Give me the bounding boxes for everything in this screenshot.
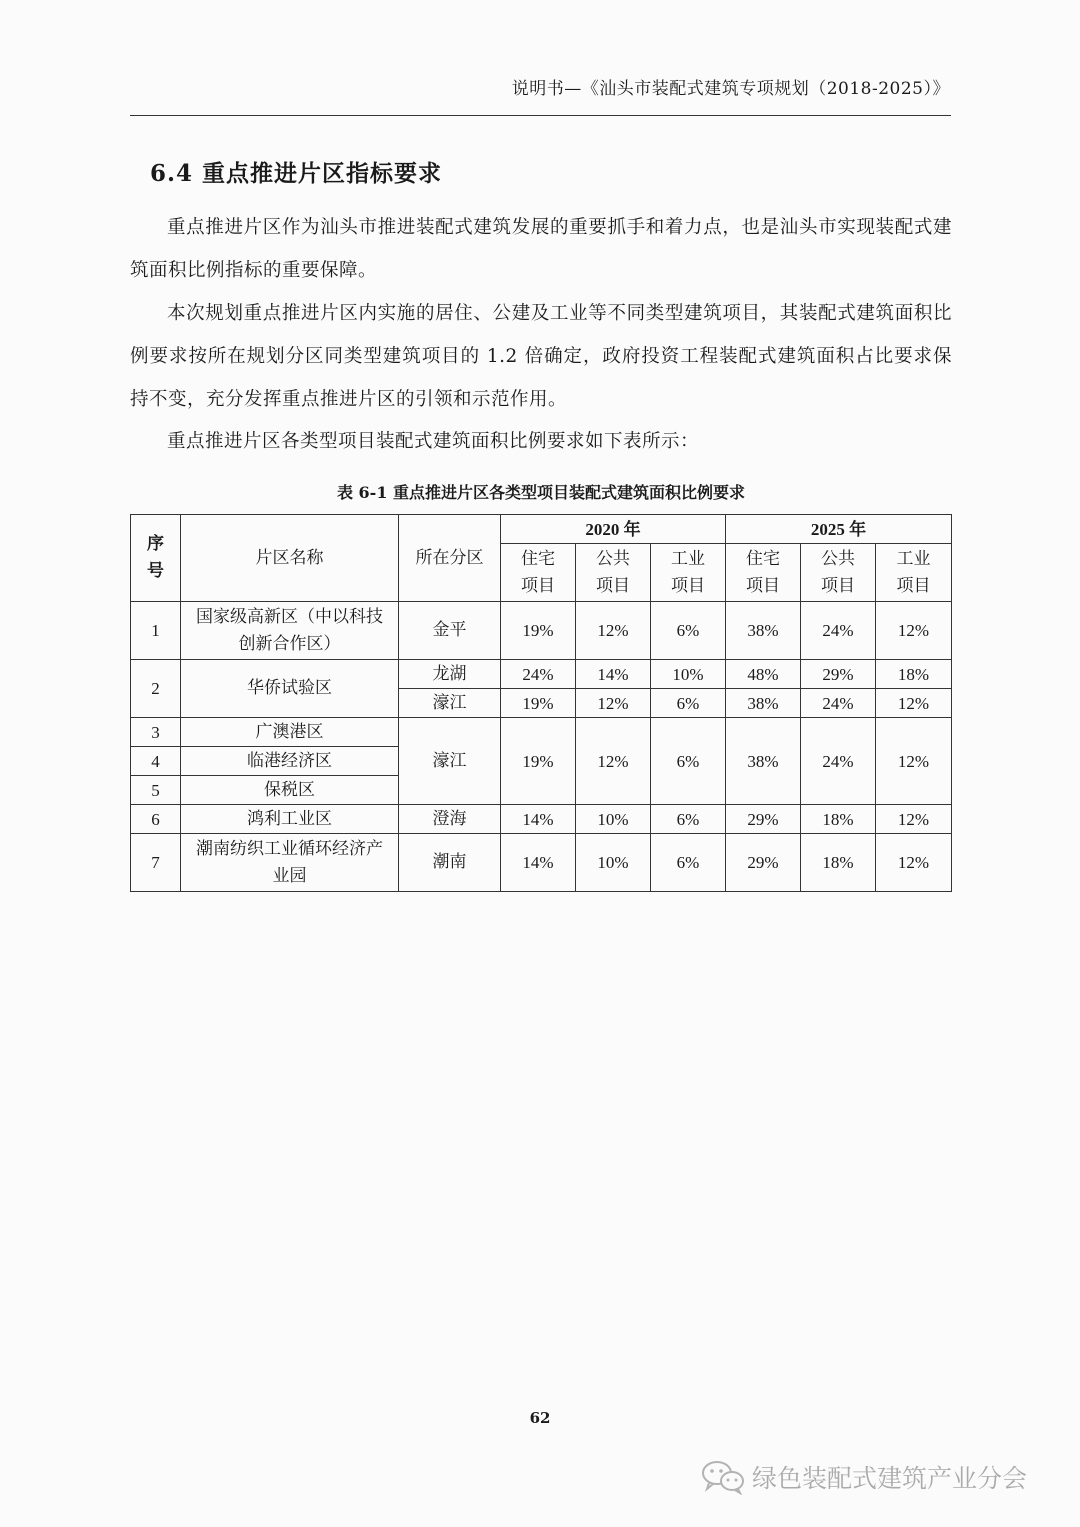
ratio-table	[130, 514, 952, 892]
header-industrial-2025: 工业项目	[876, 544, 952, 602]
cell-value: 14%	[576, 660, 651, 689]
cell-value: 12%	[876, 805, 952, 834]
cell-name: 潮南纺织工业循环经济产业园	[181, 834, 399, 892]
cell-value: 24%	[801, 718, 876, 805]
cell-seq: 6	[131, 805, 181, 834]
cell-seq: 3	[131, 718, 181, 747]
cell-seq: 4	[131, 747, 181, 776]
cell-value: 24%	[801, 602, 876, 660]
cell-value: 38%	[726, 689, 801, 718]
paragraph-3: 重点推进片区各类型项目装配式建筑面积比例要求如下表所示：	[167, 431, 700, 452]
cell-district: 金平	[399, 602, 501, 660]
cell-name: 鸿利工业区	[181, 805, 399, 834]
cell-district: 龙湖	[399, 660, 501, 689]
header-public-2020: 公共项目	[576, 544, 651, 602]
table-row	[131, 805, 952, 834]
table-row	[131, 834, 952, 892]
cell-name: 保税区	[181, 776, 399, 805]
cell-value: 19%	[501, 718, 576, 805]
cell-value: 6%	[651, 834, 726, 892]
page-number: 62	[529, 1409, 551, 1427]
header-name: 片区名称	[181, 515, 399, 602]
cell-value: 18%	[801, 805, 876, 834]
cell-value: 14%	[501, 834, 576, 892]
section-title: 6.4 重点推进片区指标要求	[150, 160, 443, 187]
header-residential-2020: 住宅项目	[501, 544, 576, 602]
header-seq: 序号	[131, 515, 181, 602]
cell-name: 临港经济区	[181, 747, 399, 776]
table-row	[131, 718, 952, 747]
cell-value: 24%	[801, 689, 876, 718]
cell-value: 6%	[651, 602, 726, 660]
header-district: 所在分区	[399, 515, 501, 602]
cell-name: 广澳港区	[181, 718, 399, 747]
paragraph-1: 重点推进片区作为汕头市推进装配式建筑发展的重要抓手和着力点，也是汕头市实现装配式建筑面积比例指标的重要保障。	[130, 217, 952, 281]
cell-district: 潮南	[399, 834, 501, 892]
header-year-2025: 2025 年	[726, 515, 952, 544]
cell-district: 澄海	[399, 805, 501, 834]
cell-seq: 2	[131, 660, 181, 718]
cell-value: 48%	[726, 660, 801, 689]
header-industrial-2020: 工业项目	[651, 544, 726, 602]
cell-value: 10%	[576, 834, 651, 892]
cell-value: 6%	[651, 805, 726, 834]
header-public-2025: 公共项目	[801, 544, 876, 602]
cell-seq: 1	[131, 602, 181, 660]
cell-value: 38%	[726, 718, 801, 805]
table-row	[131, 660, 952, 689]
cell-value: 29%	[801, 660, 876, 689]
table-row	[131, 602, 952, 660]
cell-value: 6%	[651, 689, 726, 718]
cell-value: 29%	[726, 834, 801, 892]
header-rule	[130, 115, 951, 116]
cell-value: 6%	[651, 718, 726, 805]
cell-value: 12%	[576, 718, 651, 805]
table-caption: 表 6-1 重点推进片区各类型项目装配式建筑面积比例要求	[336, 483, 746, 502]
cell-name: 华侨试验区	[181, 660, 399, 718]
watermark-text: 绿色装配式建筑产业分会	[752, 1464, 1028, 1493]
cell-value: 38%	[726, 602, 801, 660]
cell-value: 19%	[501, 602, 576, 660]
cell-seq: 7	[131, 834, 181, 892]
cell-value: 18%	[876, 660, 952, 689]
watermark	[700, 1455, 1060, 1499]
running-header: 说明书—《汕头市装配式建筑专项规划（2018-2025）》	[511, 79, 950, 99]
cell-value: 12%	[576, 602, 651, 660]
wechat-icon	[700, 1459, 746, 1495]
header-residential-2025: 住宅项目	[726, 544, 801, 602]
cell-value: 19%	[501, 689, 576, 718]
cell-value: 12%	[876, 718, 952, 805]
cell-district: 濠江	[399, 689, 501, 718]
cell-value: 12%	[876, 834, 952, 892]
cell-value: 12%	[876, 689, 952, 718]
cell-value: 12%	[576, 689, 651, 718]
cell-value: 14%	[501, 805, 576, 834]
cell-value: 29%	[726, 805, 801, 834]
cell-name: 国家级高新区（中以科技创新合作区）	[181, 602, 399, 660]
cell-seq: 5	[131, 776, 181, 805]
header-year-2020: 2020 年	[501, 515, 726, 544]
paragraph-2: 本次规划重点推进片区内实施的居住、公建及工业等不同类型建筑项目，其装配式建筑面积比例要求按所在规划分区同类型建筑项目的 1.2 倍确定，政府投资工程装配式建筑面积占比要求保持不变，充分发挥重点推进片区的引领和示范作用。	[130, 303, 952, 410]
cell-value: 10%	[651, 660, 726, 689]
cell-value: 18%	[801, 834, 876, 892]
cell-value: 10%	[576, 805, 651, 834]
cell-value: 12%	[876, 602, 952, 660]
cell-district: 濠江	[399, 718, 501, 805]
cell-value: 24%	[501, 660, 576, 689]
